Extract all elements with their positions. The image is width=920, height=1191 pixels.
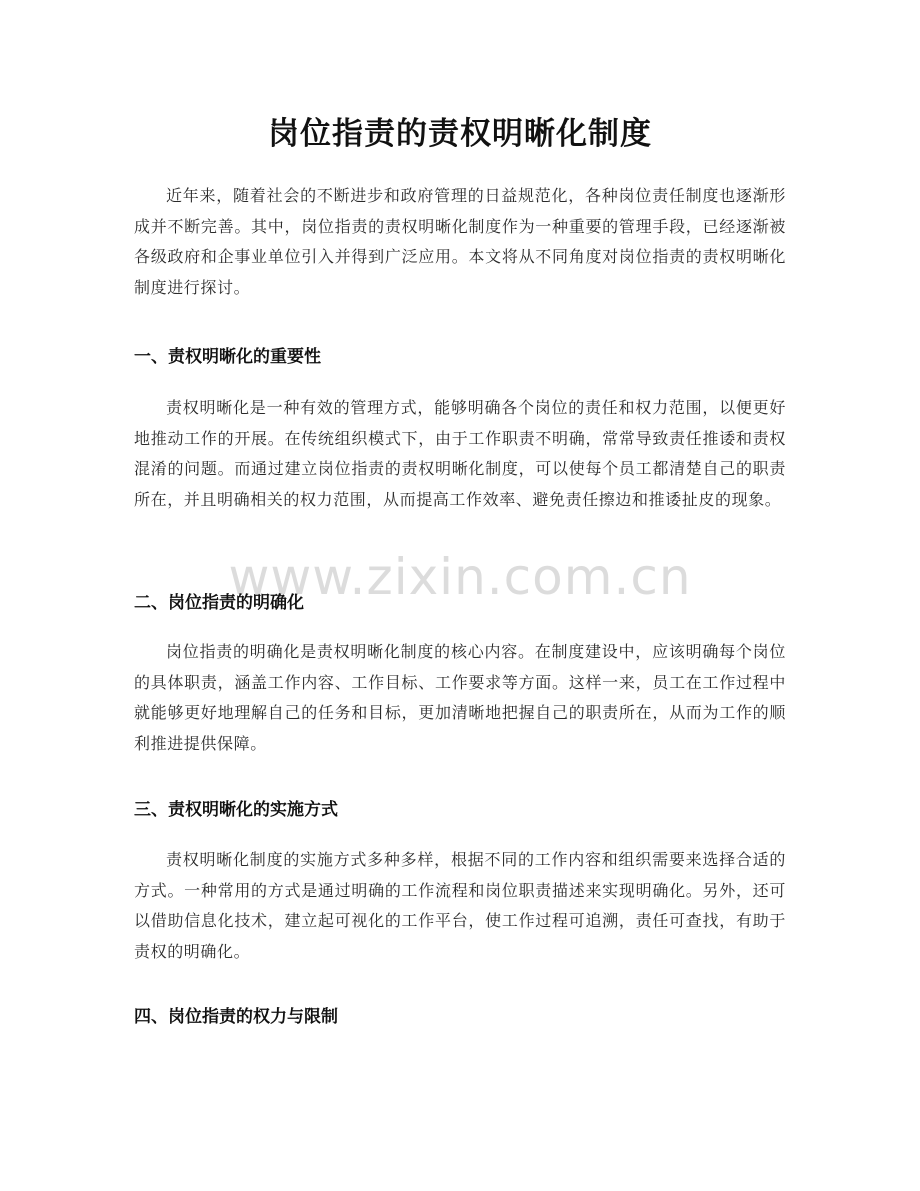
watermark-text: www.zixin.com.cn: [228, 548, 692, 606]
section-heading-1: 一、责权明晰化的重要性: [134, 347, 321, 367]
section-heading-3: 三、责权明晰化的实施方式: [134, 800, 338, 820]
section-heading-2: 二、岗位指责的明确化: [134, 593, 304, 613]
section-body-2: 岗位指责的明确化是责权明晰化制度的核心内容。在制度建设中，应该明确每个岗位的具体职责，涵盖工作内容、工作目标、工作要求等方面。这样一来，员工在工作过程中就能够更好地理解自己的任务和目标，更加清晰地把握自己的职责所在，从而为工作的顺利推进提供保障。: [134, 642, 786, 753]
section-body-1: 责权明晰化是一种有效的管理方式，能够明确各个岗位的责任和权力范围，以便更好地推动工作的开展。在传统组织模式下，由于工作职责不明确，常常导致责任推诿和责权混淆的问题。而通过建立岗位指责的责权明晰化制度，可以使每个员工都清楚自己的职责所在，并且明确相关的权力范围，从而提高工作效率、避免责任擦边和推诿扯皮的现象。: [134, 398, 786, 509]
document-title: 岗位指责的责权明晰化制度: [268, 116, 652, 152]
section-body-3: 责权明晰化制度的实施方式多种多样，根据不同的工作内容和组织需要来选择合适的方式。一种常用的方式是通过明确的工作流程和岗位职责描述来实现明确化。另外，还可以借助信息化技术，建立起可视化的工作平台，使工作过程可追溯，责任可查找，有助于责权的明确化。: [134, 850, 786, 961]
intro-paragraph: 近年来，随着社会的不断进步和政府管理的日益规范化，各种岗位责任制度也逐渐形成并不断完善。其中，岗位指责的责权明晰化制度作为一种重要的管理手段，已经逐渐被各级政府和企事业单位引入并得到广泛应用。本文将从不同角度对岗位指责的责权明晰化制度进行探讨。: [134, 186, 786, 297]
section-heading-4: 四、岗位指责的权力与限制: [134, 1007, 338, 1027]
